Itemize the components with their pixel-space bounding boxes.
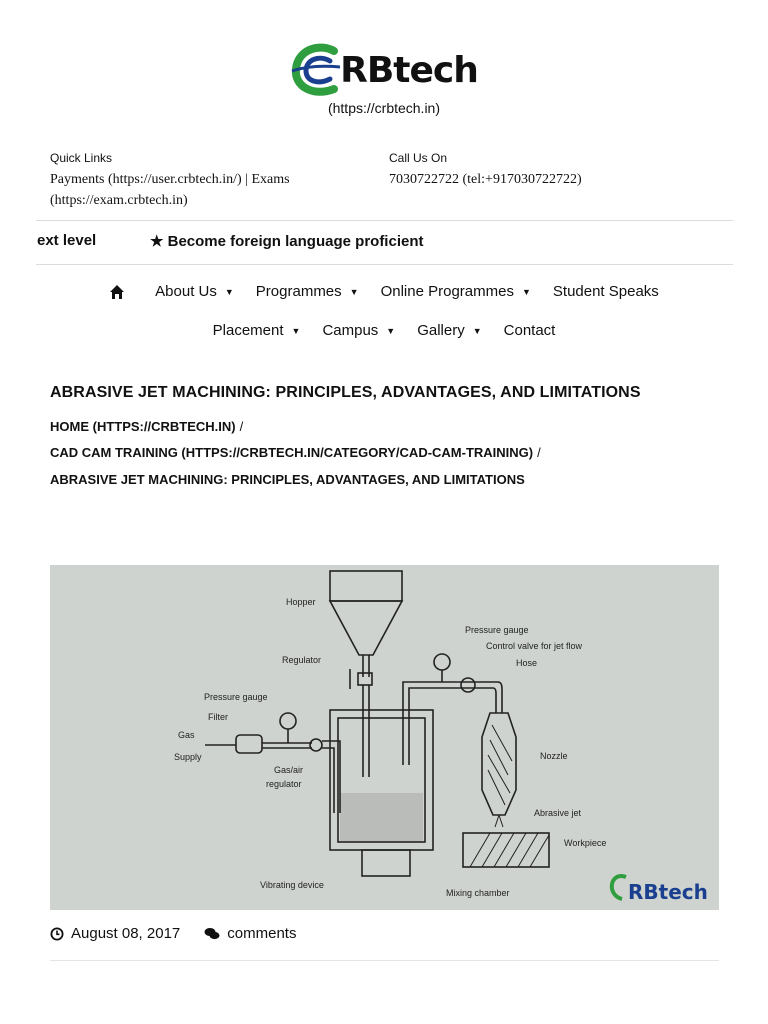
quick-links-payments-exams[interactable]: Payments (https://user.crbtech.in/) | Exams — [50, 172, 290, 187]
label-filter: Filter — [208, 712, 228, 722]
pressure-gauge-top — [434, 654, 450, 670]
nav-online-programmes[interactable]: Online Programmes ▼ — [380, 283, 531, 300]
breadcrumb-home: HOME (HTTPS://CRBTECH.IN) / — [50, 419, 244, 434]
label-gas-air: Gas/air — [274, 765, 304, 775]
featured-image — [50, 565, 719, 910]
vibrating-device — [362, 850, 410, 876]
divider-ticker — [36, 264, 733, 265]
label-hopper: Hopper — [286, 597, 316, 607]
divider-bottom — [50, 960, 719, 961]
hopper-top — [330, 571, 402, 601]
crbtech-logo-mark — [290, 41, 346, 99]
label-pressure-gauge-left: Pressure gauge — [204, 692, 268, 702]
caret-down-icon: ▼ — [521, 286, 531, 297]
abrasive-jet-diagram — [50, 565, 719, 910]
breadcrumb-current: ABRASIVE JET MACHINING: PRINCIPLES, ADVANTAGES, AND LIMITATIONS — [50, 472, 525, 487]
label-workpiece: Workpiece — [564, 838, 607, 848]
quick-links-exam-url[interactable]: (https://exam.crbtech.in) — [50, 193, 188, 208]
nav-home[interactable] — [109, 284, 133, 300]
main-nav-row-2 — [0, 322, 768, 339]
caret-down-icon: ▼ — [349, 286, 359, 297]
call-us-phone[interactable]: 7030722722 (tel:+917030722722) — [389, 172, 582, 187]
ticker-item-2[interactable]: ★ Become foreign language proficient — [150, 233, 424, 250]
label-supply: Supply — [174, 752, 202, 762]
nav-gallery[interactable]: Gallery ▼ — [417, 322, 482, 339]
nozzle — [482, 713, 516, 815]
post-meta — [50, 925, 296, 942]
breadcrumb-category: CAD CAM TRAINING (HTTPS://CRBTECH.IN/CATEGORY/CAD-CAM-TRAINING) / — [50, 445, 541, 460]
label-control-valve: Control valve for jet flow — [486, 641, 583, 651]
nav-about-us[interactable]: About Us ▼ — [155, 283, 234, 300]
clock-icon — [50, 927, 64, 941]
logo-url[interactable]: (https://crbtech.in) — [327, 100, 441, 116]
home-icon — [109, 284, 125, 300]
label-gas-air-regulator: regulator — [266, 779, 302, 789]
label-abrasive-jet: Abrasive jet — [534, 808, 582, 818]
divider-top — [36, 220, 733, 221]
label-regulator: Regulator — [282, 655, 322, 665]
post-date: August 08, 2017 — [71, 925, 181, 942]
watermark-text: RBtech — [628, 880, 708, 904]
comments-link[interactable]: comments — [227, 925, 297, 942]
label-vibrating-device: Vibrating device — [260, 880, 324, 890]
quick-links-heading: Quick Links — [50, 151, 113, 165]
site-logo[interactable] — [0, 40, 768, 104]
label-pressure-gauge-top: Pressure gauge — [465, 625, 529, 635]
pressure-gauge-left — [280, 713, 296, 729]
call-us — [389, 151, 689, 190]
label-mixing-chamber: Mixing chamber — [446, 888, 510, 898]
label-gas: Gas — [178, 730, 195, 740]
quick-links — [50, 151, 350, 211]
call-us-heading: Call Us On — [389, 151, 448, 165]
label-hose: Hose — [516, 658, 538, 668]
nav-campus[interactable]: Campus ▼ — [322, 322, 396, 339]
main-nav-row-1 — [0, 283, 768, 300]
nav-student-speaks[interactable]: Student Speaks — [552, 283, 659, 300]
caret-down-icon: ▼ — [224, 286, 234, 297]
nav-contact[interactable]: Contact — [503, 322, 556, 339]
comments-icon — [204, 927, 220, 941]
caret-down-icon: ▼ — [472, 325, 482, 336]
caret-down-icon: ▼ — [291, 325, 301, 336]
label-nozzle: Nozzle — [540, 751, 568, 761]
page-title: ABRASIVE JET MACHINING: PRINCIPLES, ADVANTAGES, AND LIMITATIONS — [50, 384, 641, 401]
nav-placement[interactable]: Placement ▼ — [212, 322, 301, 339]
hopper-cone — [330, 601, 402, 655]
ticker-item-1[interactable]: ext level — [37, 232, 97, 249]
watermark-logo — [612, 876, 708, 904]
workpiece — [463, 833, 549, 867]
caret-down-icon: ▼ — [386, 325, 396, 336]
nav-programmes[interactable]: Programmes ▼ — [255, 283, 359, 300]
news-ticker — [37, 232, 424, 250]
logo-wordmark: RBtech — [340, 49, 478, 91]
